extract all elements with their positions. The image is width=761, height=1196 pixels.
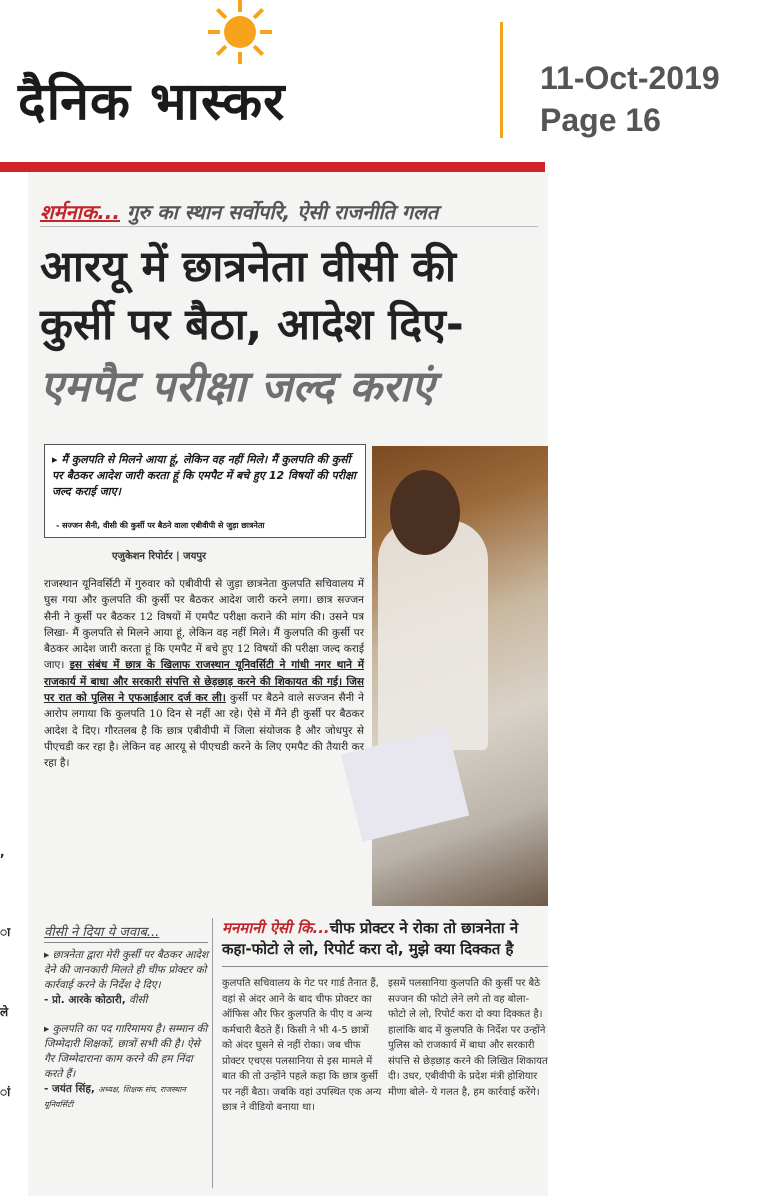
vc-signature-1-name: - प्रो. आरके कोठारी, [44,994,126,1006]
sidebar-story-column-2: इसमें पलसानिया कुलपति की कुर्सी पर बैठे सज्जन की फोटो लेने लगे तो वह बोला- फोटो ले लो, रिपोर्ट करा दो क्या दिक्कत है। हालांकि बाद में कुलपति के निर्देश पर उन्होंने पुलिस को राजकार्य में बाधा और सरकारी संपत्ति से छेड़छाड़ करने की लिखित शिकायत दी। उधर, एबीवीपी के प्रदेश मंत्री होशियार मीणा बोले- ये गलत है, हम कार्रवाई करेंगे। [388,978,548,1098]
sidebar-story-rule [222,966,548,967]
vc-signature-2-name: - जयंत सिंह, [44,1083,95,1095]
vc-spacer [44,1008,210,1022]
vc-signature-2 [44,1082,210,1112]
photo-student-figure [378,520,488,750]
edition-date: 11-Oct-2019 [540,60,720,96]
headline-line-1: आरयू में छात्रनेता वीसी की [40,242,457,292]
masthead-red-bar [0,162,545,172]
body-bold-text: इस संबंध में छात्र के खिलाफ राजस्थान यूनिवर्सिटी ने गांधी नगर थाने में राजकार्य में बाधा और सरकारी संपत्ति से छेड़छाड़ करने की शिकायत की गई। जिस पर रात को पुलिस ने एफआईआर दर्ज कर ली। [44,659,365,705]
headline-line-3: एमपैट परीक्षा जल्द कराएं [40,362,435,412]
vc-quote-1-text: छात्रनेता द्वारा मेरी कुर्सी पर बैठकर आदेश देने की जानकारी मिलते ही चीफ प्रोक्टर को कार्रवाई करने के निर्देश दे दिए। [44,949,209,991]
sidebar-story-title: चीफ प्रोक्टर ने रोका तो छात्रनेता ने कहा-फोटो ले लो, रिपोर्ट करा दो, मुझे क्या दिक्कत है [222,919,519,958]
newspaper-logo: दैनिक भास्कर [18,72,286,132]
vc-signature-2-role: अध्यक्ष, शिक्षक संघ, राजस्थान यूनिवर्सिटी [44,1085,186,1109]
sun-logo-icon [205,0,275,70]
sidebar-story-column-1: कुलपति सचिवालय के गेट पर गार्ड तैनात हैं, वहां से अंदर आने के बाद चीफ प्रोक्टर का ऑफिस और फिर कुलपति के पीए व अन्य कर्मचारी बैठते हैं। किसी ने भी 4-5 छात्रों को अंदर घुसने से नहीं रोका। जब चीफ प्रोक्टर एचएस पलसानिया से इस मामले में बात की तो उन्होंने पहले कहा कि छात्र कुर्सी पर नहीं बैठा। जबकि वहां उपस्थित एक अन्य छात्र ने वीडियो बनाया था। [222,978,382,1113]
pull-quote-attribution: - सज्जन सैनी, वीसी की कुर्सी पर बैठने वाला एबीवीपी से जुड़ा छात्रनेता [56,521,265,530]
masthead-divider [500,22,503,138]
vc-signature-1-role: वीसी [129,994,148,1006]
article-kicker [40,198,438,225]
page-number: Page 16 [540,102,661,138]
body-paragraph-2: कुर्सी पर बैठने वाले सज्जन सैनी ने आरोप लगाया कि कुलपति 10 दिन से नहीं आ रहे। ऐसे में मैंने ही कुर्सी पर बैठकर आदेश दे दिए। गौरतलब है कि छात्र एबीवीपी में जिला संयोजक है और जोधपुर से पीएचडी कर रहा है। लेकिन वह आरयू से पीएचडी करने के लिए एमपैट की तैयारी कर रहा है। [44,692,364,770]
sidebar-story-heading [222,918,548,960]
body-paragraph-1: राजस्थान यूनिवर्सिटी में गुरुवार को एबीवीपी से जुड़ा छात्रनेता कुलपति सचिवालय में घुस गया और कुलपति की कुर्सी पर बैठकर आदेश जारी करने लगा। छात्र सज्जन सैनी ने कुर्सी पर बैठकर 12 विषयों में एमपैट परीक्षा कराने की मांग की। उसने पत्र लिखा- मैं कुलपति से मिलने आया हूं, लेकिन वह नहीं मिले। मैं कुलपति की कुर्सी पर बैठकर आदेश जारी करता हूं कि एमपैट में बचे हुए 12 विषयों की परीक्षा जल्द कराई जाए। [44,578,364,672]
headline-line-2: कुर्सी पर बैठा, आदेश दिए- [40,300,464,350]
vc-signature-1 [44,993,210,1008]
sidebar-story-kicker: मनमानी ऐसी कि... [222,919,330,937]
pull-quote: ▸ मैं कुलपति से मिलने आया हूं, लेकिन वह नहीं मिले। मैं कुलपति की कुर्सी पर बैठकर आदेश जारी करता हूं कि एमपैट में बचे हुए 12 विषयों की परीक्षा जल्द कराई जाए। [52,453,356,498]
article-body [44,576,364,772]
vc-box-heading: वीसी ने दिया ये जवाब... [44,925,160,940]
photo-student-head [390,470,460,555]
kicker-rule [40,226,538,227]
column-rule [212,918,213,1188]
vc-quote-2: ▸ कुलपति का पद गारिमामय है। सम्मान की जिम्मेदारी शिक्षकों, छात्रों सभी की है। ऐसे गैर जिम्मेदाराना काम करने की हम निंदा करते हैं। [44,1023,208,1080]
vc-quote-1: ▸ छात्रनेता द्वारा मेरी कुर्सी पर बैठकर आदेश देने की जानकारी मिलते ही चीफ प्रोक्टर को कार्रवाई करने के निर्देश दे दिए। [44,949,209,991]
dateline: एजुकेशन रिपोर्टर | जयपुर [112,551,207,562]
pull-quote-text: मैं कुलपति से मिलने आया हूं, लेकिन वह नहीं मिले। मैं कुलपति की कुर्सी पर बैठकर आदेश जारी करता हूं कि एमपैट में बचे हुए 12 विषयों की परीक्षा जल्द कराई जाए। [52,453,356,498]
vc-box-rule [44,942,208,943]
adjacent-column-text: , ा ले ां [0,845,11,1099]
vc-box [44,948,210,1112]
kicker-red: शर्मनाक... [40,200,120,224]
kicker-text: गुरु का स्थान सर्वोपरि, ऐसी राजनीति गलत [126,200,439,224]
vc-quote-2-text: कुलपति का पद गारिमामय है। सम्मान की जिम्मेदारी शिक्षकों, छात्रों सभी की है। ऐसे गैर जिम्मेदाराना काम करने की हम निंदा करते हैं। [44,1023,208,1080]
